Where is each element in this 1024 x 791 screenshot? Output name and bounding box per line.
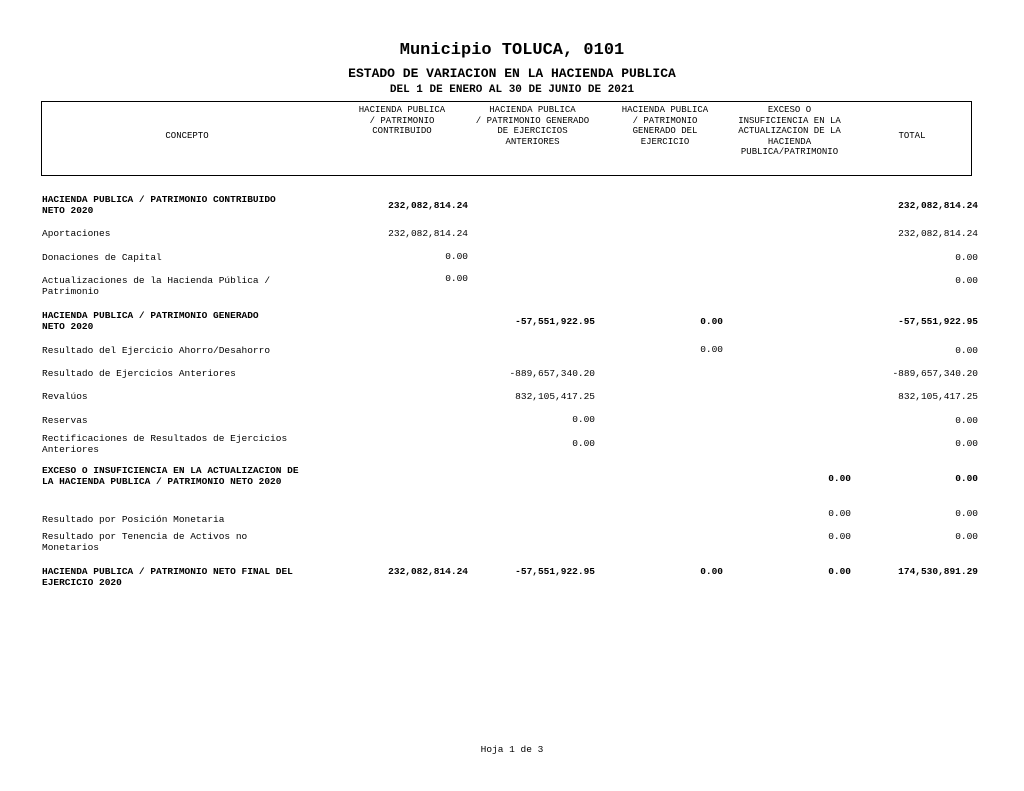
row-0-total: 232,082,814.24 [898, 200, 978, 211]
row-label-rectificaciones: Rectificaciones de Resultados de Ejercicios Anteriores [42, 433, 288, 455]
row-13-generado-anteriores: -57,551,922.95 [515, 566, 595, 577]
row-10-exceso-insuficiencia: 0.00 [828, 473, 851, 484]
row-label-resultado-ejercicio: Resultado del Ejercicio Ahorro/Desahorro [42, 345, 271, 356]
row-1-total: 232,082,814.24 [898, 228, 978, 239]
row-13-contribuido: 232,082,814.24 [388, 566, 468, 577]
row-10-total: 0.00 [955, 473, 978, 484]
row-label-generado-neto: HACIENDA PUBLICA / PATRIMONIO GENERADO NETO 2020 [42, 310, 259, 332]
row-7-total: 832,105,417.25 [898, 391, 978, 402]
row-13-generado-ejercicio: 0.00 [700, 566, 723, 577]
report-title: Municipio TOLUCA, 0101 [399, 41, 625, 60]
row-11-total: 0.00 [955, 508, 978, 519]
row-5-total: 0.00 [955, 345, 978, 356]
row-4-generado-anteriores: -57,551,922.95 [515, 316, 595, 327]
row-6-total: -889,657,340.20 [892, 368, 978, 379]
row-9-generado-anteriores: 0.00 [572, 438, 595, 449]
row-6-generado-anteriores: -889,657,340.20 [509, 368, 595, 379]
row-4-total: -57,551,922.95 [898, 316, 978, 327]
row-4-generado-ejercicio: 0.00 [700, 316, 723, 327]
column-header-generado-ejercicio: HACIENDA PUBLICA / PATRIMONIO GENERADO DEL EJERCICIO [621, 105, 709, 147]
row-12-exceso-insuficiencia: 0.00 [828, 531, 851, 542]
column-header-concepto: CONCEPTO [165, 131, 209, 141]
row-label-aportaciones: Aportaciones [42, 228, 111, 239]
row-2-total: 0.00 [955, 252, 978, 263]
column-header-contribuido: HACIENDA PUBLICA / PATRIMONIO CONTRIBUIDO [358, 105, 446, 136]
column-header-exceso-insuficiencia: EXCESO O INSUFICIENCIA EN LA ACTUALIZACION DE LA HACIENDA PUBLICA/PATRIMONIO [738, 105, 841, 157]
row-1-contribuido: 232,082,814.24 [388, 228, 468, 239]
row-8-total: 0.00 [955, 415, 978, 426]
row-8-generado-anteriores: 0.00 [572, 414, 595, 425]
row-label-donaciones: Donaciones de Capital [42, 252, 162, 263]
row-0-contribuido: 232,082,814.24 [388, 200, 468, 211]
report-subtitle: ESTADO DE VARIACION EN LA HACIENDA PUBLICA [348, 66, 676, 81]
row-11-exceso-insuficiencia: 0.00 [828, 508, 851, 519]
page-number: Hoja 1 de 3 [480, 744, 544, 755]
row-label-ejercicios-anteriores: Resultado de Ejercicios Anteriores [42, 368, 236, 379]
row-label-reservas: Reservas [42, 415, 88, 426]
row-12-total: 0.00 [955, 531, 978, 542]
column-header-generado-anteriores: HACIENDA PUBLICA / PATRIMONIO GENERADO DE EJERCICIOS ANTERIORES [475, 105, 590, 147]
row-label-contribuido-neto: HACIENDA PUBLICA / PATRIMONIO CONTRIBUIDO NETO 2020 [42, 194, 276, 216]
row-13-total: 174,530,891.29 [898, 566, 978, 577]
row-label-actualizaciones: Actualizaciones de la Hacienda Pública / Patrimonio [42, 275, 271, 297]
column-header-box [41, 101, 972, 176]
row-label-posicion-monetaria: Resultado por Posición Monetaria [42, 514, 225, 525]
row-5-generado-ejercicio: 0.00 [700, 344, 723, 355]
row-9-total: 0.00 [955, 438, 978, 449]
row-label-revaluos: Revalúos [42, 391, 88, 402]
row-3-contribuido: 0.00 [445, 273, 468, 284]
row-7-generado-anteriores: 832,105,417.25 [515, 391, 595, 402]
row-13-exceso-insuficiencia: 0.00 [828, 566, 851, 577]
row-3-total: 0.00 [955, 275, 978, 286]
report-period: DEL 1 DE ENERO AL 30 DE JUNIO DE 2021 [389, 84, 635, 96]
row-2-contribuido: 0.00 [445, 251, 468, 262]
column-header-total: TOTAL [898, 131, 926, 141]
row-label-tenencia-activos: Resultado por Tenencia de Activos no Monetarios [42, 531, 248, 553]
row-label-exceso-insuficiencia: EXCESO O INSUFICIENCIA EN LA ACTUALIZACION DE LA HACIENDA PUBLICA / PATRIMONIO NETO 2020 [42, 465, 299, 487]
row-label-neto-final: HACIENDA PUBLICA / PATRIMONIO NETO FINAL DEL EJERCICIO 2020 [42, 566, 293, 588]
